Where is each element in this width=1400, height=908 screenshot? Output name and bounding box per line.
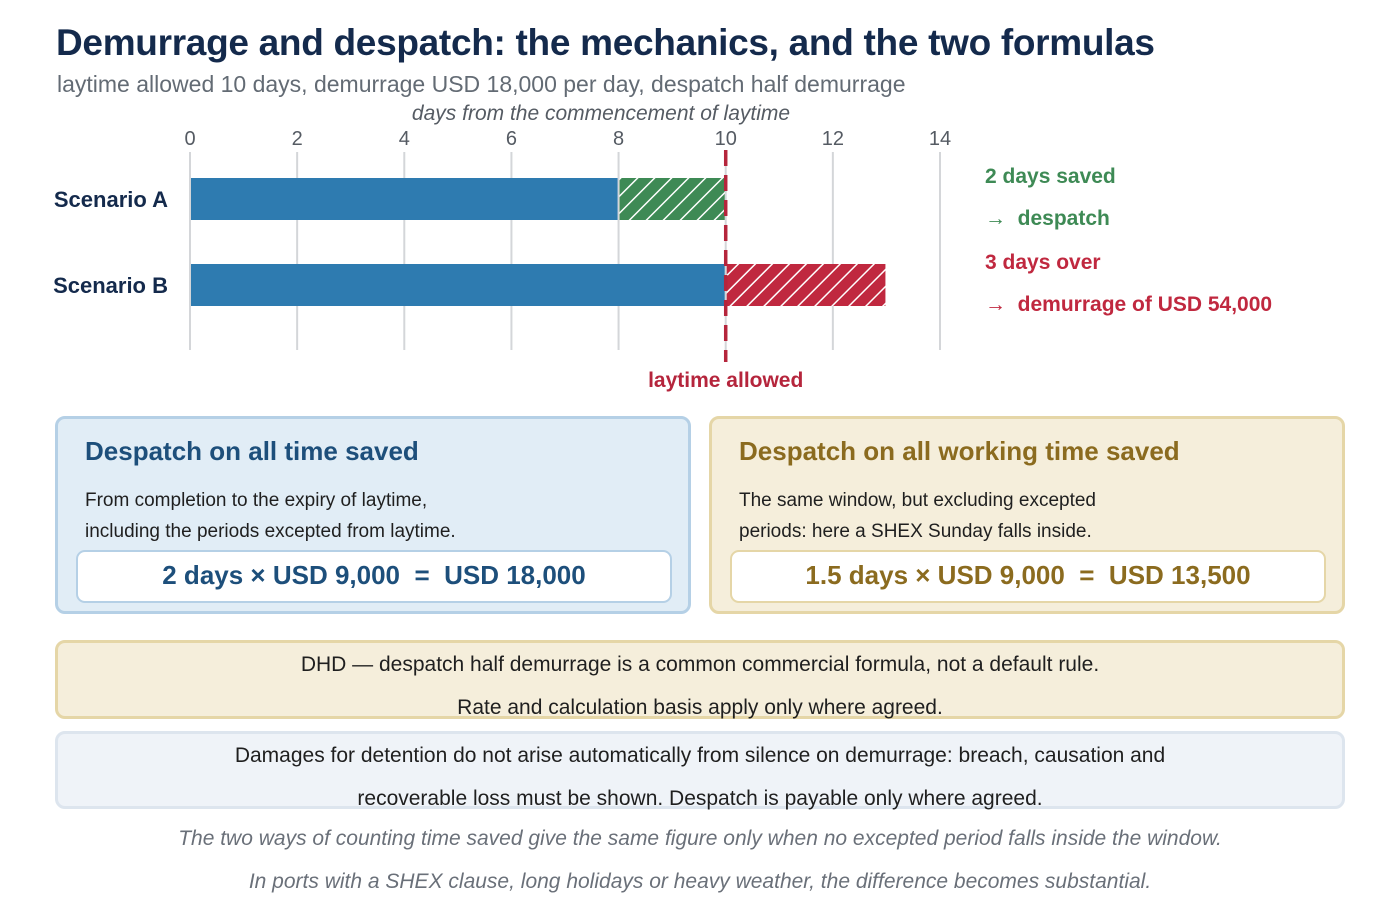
footer-line: The two ways of counting time saved give the same figure only when no excepted period falls inside the window. [178, 827, 1222, 850]
page-title: Demurrage and despatch: the mechanics, and the two formulas [56, 22, 1155, 63]
bar-scenario-a-segment [191, 178, 618, 220]
panel-text-line: From completion to the expiry of laytime, [85, 490, 428, 511]
despatch-working-time-panel [709, 416, 1345, 614]
x-tick-label: 0 [184, 128, 196, 150]
laytime-chart [0, 0, 1400, 400]
panel-text-line: The same window, but excluding excepted [739, 490, 1096, 511]
annotation-text: → demurrage of USD 54,000 [985, 293, 1273, 316]
panel-description [85, 485, 645, 547]
panel-text-line: periods: here a SHEX Sunday falls inside. [739, 521, 1092, 542]
x-tick-label: 8 [613, 128, 625, 150]
note-line: Damages for detention do not arise automatically from silence on demurrage: breach, causation and [234, 744, 1166, 767]
footer-line: In ports with a SHEX clause, long holidays or heavy weather, the difference becomes substantial. [248, 870, 1152, 893]
annotation-text: 2 days saved [985, 165, 1116, 188]
page-subtitle: laytime allowed 10 days, demurrage USD 18,000 per day, despatch half demurrage [57, 71, 906, 97]
panel-heading: Despatch on all time saved [85, 436, 419, 466]
panel-formula: 2 days × USD 9,000 = USD 18,000 [76, 550, 672, 603]
note-line: DHD — despatch half demurrage is a common commercial formula, not a default rule. [300, 653, 1100, 676]
bar-scenario-a-segment [620, 178, 725, 220]
dhd-note [55, 640, 1345, 719]
x-tick-label: 14 [928, 128, 952, 150]
bar-scenario-b-segment [727, 264, 886, 306]
x-axis-label: days from the commencement of laytime [411, 102, 791, 125]
detention-note [55, 731, 1345, 809]
x-tick-label: 10 [714, 128, 737, 150]
note-line: Rate and calculation basis apply only where agreed. [457, 696, 943, 719]
x-tick-label: 2 [291, 128, 303, 150]
note-line: recoverable loss must be shown. Despatch is payable only where agreed. [357, 787, 1043, 810]
category-label: Scenario B [53, 273, 168, 298]
annotation-text: → despatch [985, 207, 1110, 230]
x-tick-label: 4 [398, 128, 410, 150]
x-tick-label: 6 [505, 128, 517, 150]
panel-text-line: including the periods excepted from laytime. [85, 521, 456, 542]
annotation-text: 3 days over [985, 251, 1101, 274]
panel-formula: 1.5 days × USD 9,000 = USD 13,500 [730, 550, 1326, 603]
laytime-allowed-label: laytime allowed [648, 369, 804, 392]
category-label: Scenario A [53, 187, 168, 212]
panel-description [739, 485, 1299, 547]
despatch-all-time-panel [55, 416, 691, 614]
x-tick-label: 12 [821, 128, 844, 150]
bar-scenario-b-segment [191, 264, 725, 306]
panel-heading: Despatch on all working time saved [739, 436, 1180, 466]
